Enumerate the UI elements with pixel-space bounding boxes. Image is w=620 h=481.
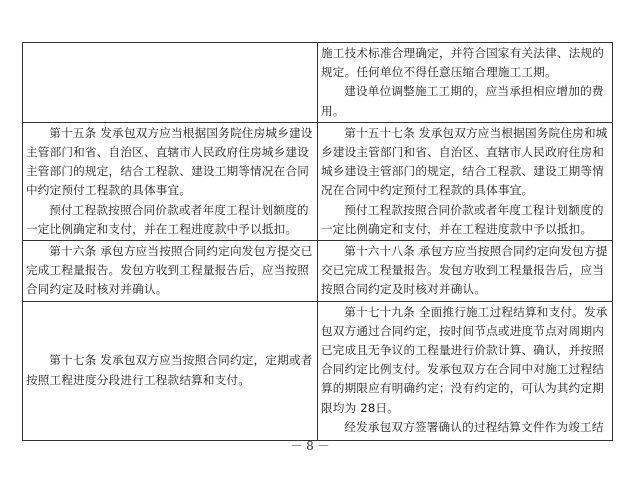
paragraph: 预付工程款按照合同价款或者年度工程计划额度的一定比例确定和支付，并在工程进度款中予以抵扣。 — [26, 202, 309, 236]
page-number: － 8 － — [290, 439, 330, 453]
paragraph: 预付工程款按照合同价款或者年度工程计划额度的一定比例确定和支付，并在工程进度款中予以抵扣。 — [321, 202, 604, 236]
table-cell-left — [23, 301, 318, 440]
table-cell-right — [318, 241, 613, 302]
article-16-text: 第十六条 承包方应当按照合同约定向发包方提交已完成工程量报告。发包方收到工程量报告后，应当按照合同约定及时核对并确认。 — [26, 244, 313, 297]
table-row — [23, 301, 613, 440]
table-cell-right — [318, 301, 613, 440]
paragraph: 经发承包双方签署确认的过程结算文件作为竣工结 — [344, 419, 604, 434]
article-18-revised-text: 第十六十八条 承包方应当按照合同约定向发包方提交已完成工程量报告。发包方收到工程量报告后，应当按照合同约定及时核对并确认。 — [321, 244, 608, 297]
paragraph: 施工技术标准合理确定，并符合国家有关法律、法规的规定。任何单位不得任意压缩合理施工工期。 — [321, 46, 605, 80]
comparison-table — [22, 42, 613, 441]
table-cell-left — [23, 43, 318, 123]
article-15-text: 第十五条 发承包双方应当根据国务院住房城乡建设主管部门和省、自治区、直辖市人民政府住房城乡建设主管部门的规定，结合工程款、建设工期等情况在合同中约定预付工程款的具体事宜。 — [26, 125, 313, 198]
article-17-revised-text: 第十五十七条 发承包双方应当根据国务院住房和城乡建设主管部门和省、自治区、直辖市人民政府住房和城乡建设主管部门的规定，结合工程款、建设工期等情况在合同中约定预付工程款的具体事宜。 — [321, 125, 608, 198]
table-row — [23, 43, 613, 123]
paragraph: 建设单位调整施工工期的，应当承担相应增加的费用。 — [321, 84, 604, 118]
table-cell-left — [23, 241, 318, 302]
table-cell-left — [23, 122, 318, 240]
table-cell-right — [318, 43, 613, 123]
table-row — [23, 241, 613, 302]
table-cell-right — [318, 122, 613, 240]
article-19-revised-text: 第十七十九条 全面推行施工过程结算和支付。发承包双方通过合同约定，按时间节点或进度节点对周期内已完成且无争议的工程量进行价款计算、确认，并按照合同约定比例支付。发承包双方在合同中对施工过程结算的期限应有明确约定；没有约定的，可认为其约定期限均为 28日。 — [321, 304, 608, 415]
table-row — [23, 122, 613, 240]
article-17-text: 第十七条 发承包双方应当按照合同约定，定期或者按照工程进度分段进行工程款结算和支付。 — [26, 353, 313, 387]
